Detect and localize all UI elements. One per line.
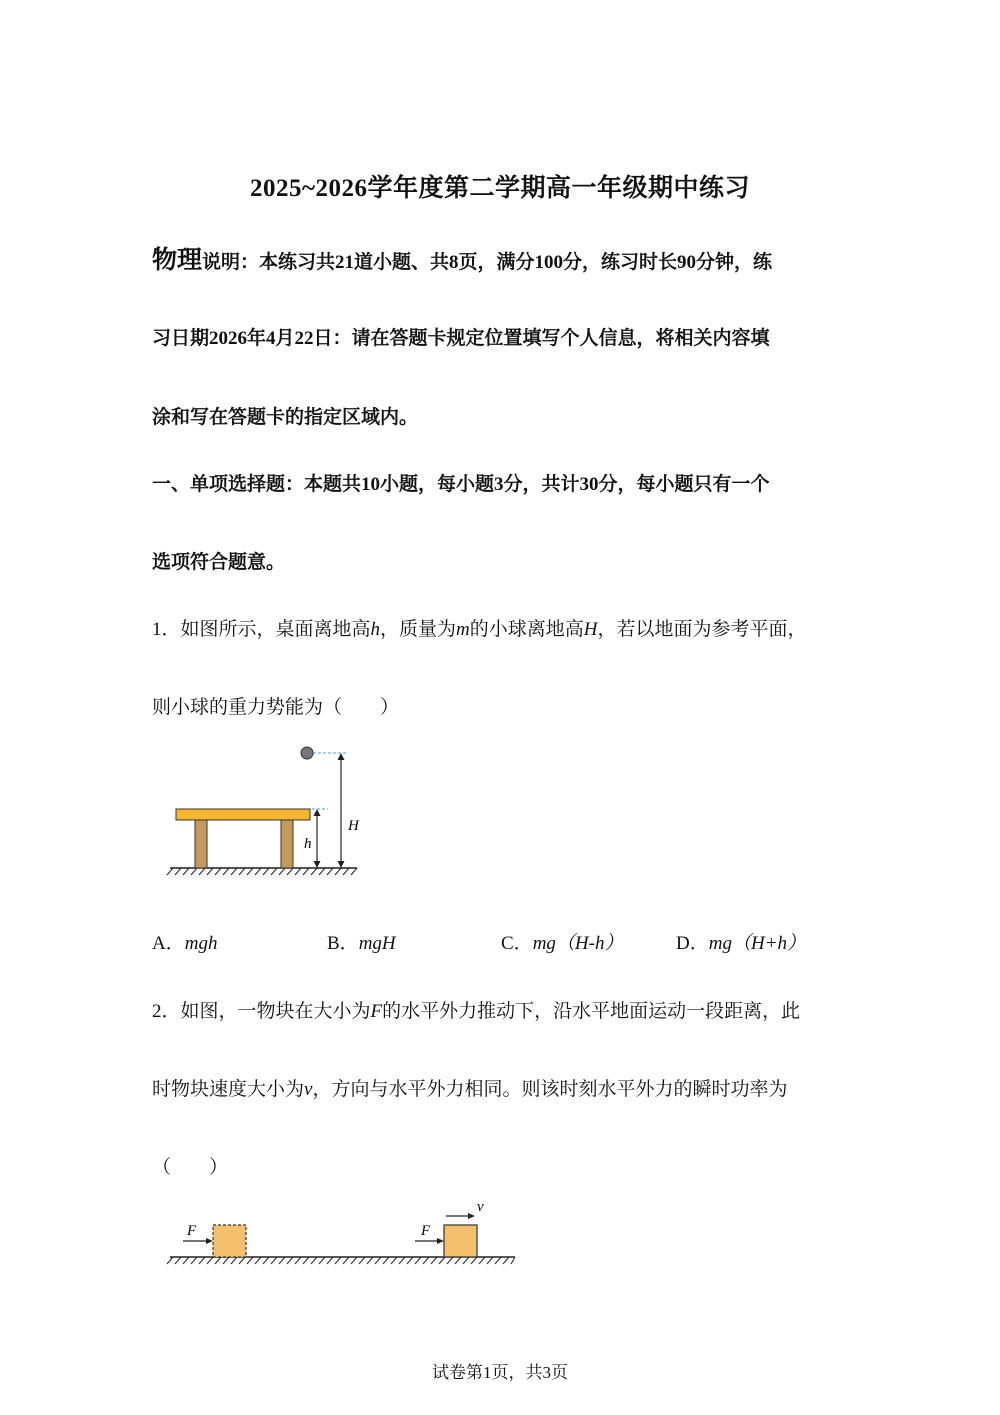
intro-line-2: 习日期2026年4月22日：请在答题卡规定位置填写个人信息，将相关内容填 [152,328,770,349]
ball [301,747,313,759]
force-label-2: F [421,1223,431,1239]
h-label: h [304,836,312,852]
q1-stem-line-1: 1．如图所示，桌面离地高h，质量为m的小球离地高H，若以地面为参考平面， [152,619,807,640]
q2-stem-line-1: 2．如图，一物块在大小为F的水平外力推动下，沿水平地面运动一段距离，此 [152,1001,801,1022]
block-final [444,1225,477,1257]
q2-stem-line-3: （ ） [152,1157,229,1178]
q1-option-d[interactable]: D．mg（H+h） [676,933,807,954]
ground-hatch [167,1257,515,1264]
intro-line-3: 涂和写在答题卡的指定区域内。 [152,407,419,428]
table-leg-right [281,820,293,868]
section-heading-1: 一、单项选择题：本题共10小题，每小题3分，共计30分，每小题只有一个 [152,474,770,495]
velocity-label: v [477,1199,484,1215]
intro-text-1: 说明：本练习共21道小题、共8页，满分100分，练习时长90分钟，练 [202,252,773,273]
q1-option-a[interactable]: A．mgh [152,933,218,954]
q1-stem-line-2: 则小球的重力势能为（ ） [152,697,400,718]
q1-figure-table-ball [165,740,365,880]
force-label-1: F [187,1223,197,1239]
subject-label: 物理 [152,247,203,274]
intro-line-1 [152,240,772,276]
q1-option-c[interactable]: C．mg（H-h） [501,933,624,954]
q1-option-b[interactable]: B．mgH [327,933,396,954]
page-title: 2025~2026学年度第二学期高一年级期中练习 [249,175,750,202]
H-label: H [348,818,359,834]
q2-stem-line-2: 时物块速度大小为v，方向与水平外力相同。则该时刻水平外力的瞬时功率为 [152,1079,788,1100]
page-footer: 试卷第1页，共3页 [432,1363,568,1382]
q2-figure-blocks [165,1195,525,1270]
section-heading-2: 选项符合题意。 [152,552,286,573]
table-top [176,809,310,820]
block-initial [213,1225,246,1257]
table-leg-left [195,820,207,868]
ground-hatch [167,868,357,875]
